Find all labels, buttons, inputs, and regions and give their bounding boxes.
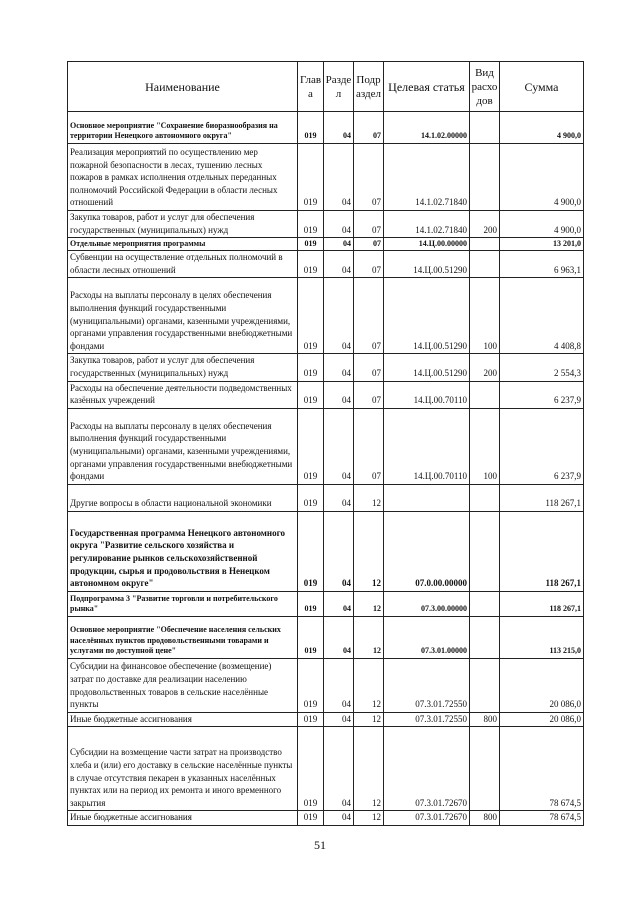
budget-table [67,61,584,826]
row-glava: 019 [298,591,324,616]
row-podrazdel: 12 [354,511,384,591]
row-sum: 6 237,9 [500,408,584,484]
row-name: Субвенции на осуществление отдельных полномочий в области лесных отношений [68,251,298,278]
row-podrazdel: 07 [354,278,384,354]
row-vid: 800 [470,811,500,826]
row-sum: 118 267,1 [500,484,584,511]
row-target: 14.Ц.00.00000 [384,238,470,251]
table-row [68,144,584,211]
row-target: 14.Ц.00.70110 [384,408,470,484]
row-sum: 118 267,1 [500,511,584,591]
row-target: 07.3.01.00000 [384,616,470,658]
row-target: 07.3.01.72550 [384,658,470,712]
row-sum: 6 237,9 [500,381,584,408]
table-row [68,211,584,238]
row-razdel: 04 [324,144,354,211]
row-target [384,484,470,511]
row-name: Реализация мероприятий по осуществлению мер пожарной безопасности в лесах, тушению лесных пожаров в рамках исполнения отдельных переданных полномочий Российской Федерации в области лесных отношений [68,144,298,211]
row-razdel: 04 [324,727,354,811]
row-vid [470,112,500,144]
row-name: Иные бюджетные ассигнования [68,811,298,826]
row-vid [470,511,500,591]
row-glava: 019 [298,484,324,511]
row-target: 14.Ц.00.51290 [384,354,470,381]
row-glava: 019 [298,211,324,238]
row-podrazdel: 07 [354,211,384,238]
table-row [68,616,584,658]
row-podrazdel: 12 [354,811,384,826]
header-podrazdel: Подр аздел [354,62,384,112]
row-glava: 019 [298,238,324,251]
table-row [68,511,584,591]
row-name: Расходы на обеспечение деятельности подведомственных казённых учреждений [68,381,298,408]
row-target: 14.Ц.00.51290 [384,251,470,278]
row-target: 07.3.01.72670 [384,811,470,826]
row-name: Субсидии на финансовое обеспечение (возмещение) затрат по доставке для реализации населению продовольственных товаров в сельские населённые пункты [68,658,298,712]
row-razdel: 04 [324,658,354,712]
row-name: Основное мероприятие "Обеспечение населения сельских населённых пунктов продовольственными товарами и услугами по доступной цене" [68,616,298,658]
table-row [68,238,584,251]
row-glava: 019 [298,408,324,484]
header-razdel: Разде л [324,62,354,112]
row-vid: 200 [470,354,500,381]
row-vid: 200 [470,211,500,238]
row-podrazdel: 12 [354,616,384,658]
row-razdel: 04 [324,408,354,484]
row-sum: 20 086,0 [500,658,584,712]
table-row [68,712,584,727]
row-razdel: 04 [324,811,354,826]
row-razdel: 04 [324,712,354,727]
row-podrazdel: 07 [354,354,384,381]
table-row [68,408,584,484]
row-sum: 4 900,0 [500,112,584,144]
row-sum: 4 900,0 [500,211,584,238]
row-podrazdel: 12 [354,591,384,616]
header-name: Наименование [68,62,298,112]
budget-sheet [67,61,583,826]
row-sum: 4 408,8 [500,278,584,354]
row-target: 14.Ц.00.51290 [384,278,470,354]
row-vid [470,381,500,408]
row-vid: 100 [470,408,500,484]
row-glava: 019 [298,658,324,712]
row-podrazdel: 07 [354,112,384,144]
row-vid [470,658,500,712]
row-razdel: 04 [324,616,354,658]
row-glava: 019 [298,251,324,278]
header-sum: Сумма [500,62,584,112]
header-vid: Вид расхо дов [470,62,500,112]
row-glava: 019 [298,511,324,591]
table-row [68,591,584,616]
row-glava: 019 [298,354,324,381]
row-glava: 019 [298,616,324,658]
table-row [68,354,584,381]
row-target: 07.3.01.72670 [384,727,470,811]
table-row [68,811,584,826]
row-glava: 019 [298,278,324,354]
row-podrazdel: 07 [354,381,384,408]
row-name: Основное мероприятие "Сохранение биоразнообразия на территории Ненецкого автономного округа" [68,112,298,144]
row-sum: 113 215,0 [500,616,584,658]
table-row [68,251,584,278]
row-vid [470,144,500,211]
row-name: Другие вопросы в области национальной экономики [68,484,298,511]
row-target: 14.1.02.71840 [384,144,470,211]
row-razdel: 04 [324,381,354,408]
table-row [68,381,584,408]
row-glava: 019 [298,727,324,811]
row-podrazdel: 07 [354,408,384,484]
row-razdel: 04 [324,511,354,591]
row-vid [470,591,500,616]
row-razdel: 04 [324,211,354,238]
row-vid [470,251,500,278]
row-name: Расходы на выплаты персоналу в целях обеспечения выполнения функций государственными (муниципальными) органами, казенными учреждениями, органами управления государственными внебюджетными фондами [68,408,298,484]
row-razdel: 04 [324,591,354,616]
row-sum: 13 201,0 [500,238,584,251]
table-row [68,484,584,511]
row-razdel: 04 [324,251,354,278]
row-name: Государственная программа Ненецкого автономного округа "Развитие сельского хозяйства и регулирование рынков сельскохозяйственной продукции, сырья и продовольствия в Ненецком автономном округе" [68,511,298,591]
row-glava: 019 [298,112,324,144]
row-razdel: 04 [324,278,354,354]
row-podrazdel: 07 [354,251,384,278]
row-name: Отдельные мероприятия программы [68,238,298,251]
row-target: 14.1.02.00000 [384,112,470,144]
table-row [68,112,584,144]
row-target: 14.1.02.71840 [384,211,470,238]
row-razdel: 04 [324,354,354,381]
table-row [68,278,584,354]
row-sum: 118 267,1 [500,591,584,616]
row-sum: 2 554,3 [500,354,584,381]
row-podrazdel: 07 [354,144,384,211]
row-name: Подпрограмма 3 "Развитие торговли и потребительского рынка" [68,591,298,616]
row-glava: 019 [298,381,324,408]
header-target: Целевая статья [384,62,470,112]
row-name: Субсидии на возмещение части затрат на производство хлеба и (или) его доставку в сельские населённые пункты в случае отсутствия пекарен в указанных населённых пунктах или на период их ремонта и иного временного закрытия [68,727,298,811]
row-glava: 019 [298,811,324,826]
row-sum: 20 086,0 [500,712,584,727]
row-target: 07.3.00.00000 [384,591,470,616]
row-vid [470,484,500,511]
row-razdel: 04 [324,112,354,144]
row-target: 14.Ц.00.70110 [384,381,470,408]
row-glava: 019 [298,144,324,211]
row-vid [470,616,500,658]
row-vid [470,727,500,811]
row-podrazdel: 12 [354,712,384,727]
row-sum: 78 674,5 [500,811,584,826]
row-name: Расходы на выплаты персоналу в целях обеспечения выполнения функций государственными (муниципальными) органами, казенными учреждениями, органами управления государственными внебюджетными фондами [68,278,298,354]
row-vid [470,238,500,251]
table-row [68,727,584,811]
row-podrazdel: 12 [354,484,384,511]
row-podrazdel: 07 [354,238,384,251]
row-name: Иные бюджетные ассигнования [68,712,298,727]
row-target: 07.0.00.00000 [384,511,470,591]
row-podrazdel: 12 [354,658,384,712]
row-sum: 6 963,1 [500,251,584,278]
row-name: Закупка товаров, работ и услуг для обеспечения государственных (муниципальных) нужд [68,211,298,238]
row-razdel: 04 [324,484,354,511]
row-sum: 78 674,5 [500,727,584,811]
row-sum: 4 900,0 [500,144,584,211]
row-glava: 019 [298,712,324,727]
table-row [68,658,584,712]
row-razdel: 04 [324,238,354,251]
row-vid: 100 [470,278,500,354]
row-target: 07.3.01.72550 [384,712,470,727]
row-vid: 800 [470,712,500,727]
header-glava: Глав а [298,62,324,112]
row-name: Закупка товаров, работ и услуг для обеспечения государственных (муниципальных) нужд [68,354,298,381]
page-number: 51 [314,838,326,852]
row-podrazdel: 12 [354,727,384,811]
header-row [68,62,584,112]
